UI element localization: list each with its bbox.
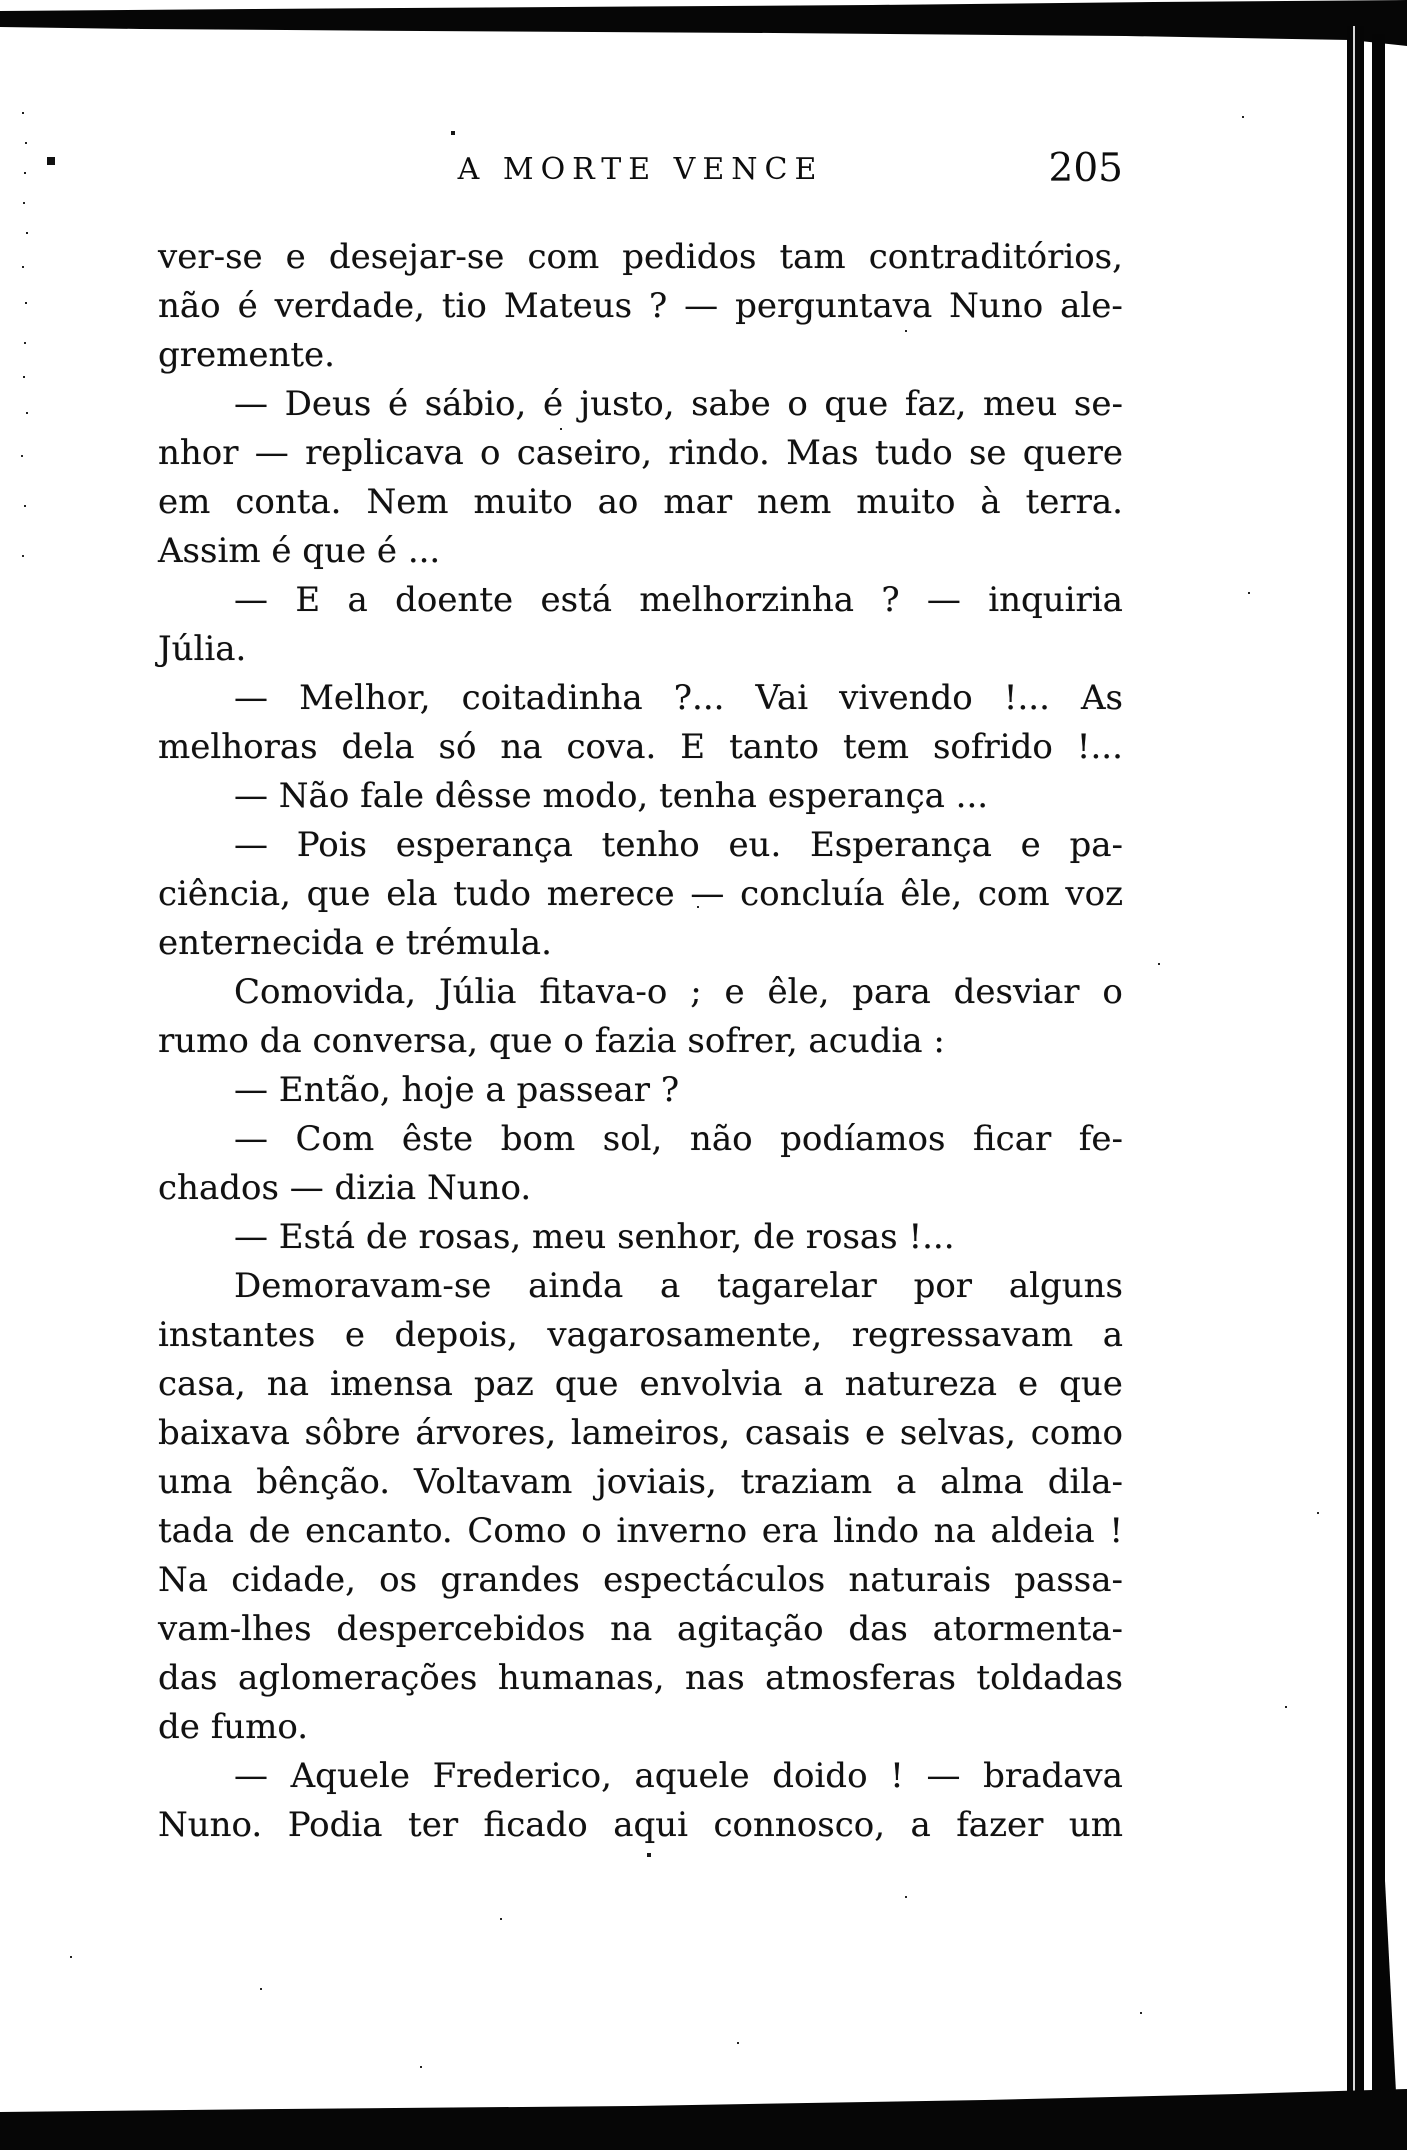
word: joviais, [596, 1462, 717, 1502]
word: casais [744, 1413, 851, 1453]
word: nas [685, 1658, 745, 1698]
word: despercebidos [336, 1609, 586, 1649]
word: atmosferas [765, 1658, 956, 1698]
word: se [968, 433, 1007, 473]
word: era [761, 1511, 819, 1551]
text-line: — Então, hoje a passear ? [234, 1070, 680, 1110]
word: a [1102, 1315, 1123, 1355]
word: coitadinha [461, 678, 643, 718]
word: vivendo [839, 678, 973, 718]
text-line [158, 870, 1123, 919]
word: das [848, 1609, 908, 1649]
word: As [1080, 678, 1123, 718]
word: a [347, 580, 368, 620]
word: Voltavam [413, 1462, 573, 1502]
text-line [158, 821, 1123, 870]
text-line [158, 1507, 1123, 1556]
word: doente [395, 580, 514, 620]
word: ?... [673, 678, 725, 718]
text-line [158, 1458, 1123, 1507]
word: melhoras [158, 727, 318, 767]
text-line: de fumo. [158, 1707, 309, 1747]
word: nem [757, 482, 832, 522]
text-line [158, 1262, 1123, 1311]
word: pedidos [622, 237, 757, 277]
word: de [248, 1511, 291, 1551]
word: ? [881, 580, 900, 620]
word: a [910, 1805, 931, 1845]
text-line [158, 1311, 1123, 1360]
word: cova. [566, 727, 657, 767]
word: concluía [740, 874, 885, 914]
word: verdade, [274, 286, 425, 326]
word: regressavam [851, 1315, 1074, 1355]
word: pa- [1069, 825, 1123, 865]
word: das [158, 1658, 218, 1698]
word: !... [1003, 678, 1050, 718]
word: sofrido [932, 727, 1053, 767]
word: !... [1076, 727, 1123, 767]
word: nhor [158, 433, 239, 473]
text-line: gremente. [158, 335, 335, 375]
word: podíamos [780, 1119, 946, 1159]
word: Podia [287, 1805, 383, 1845]
word: que [1059, 1364, 1123, 1404]
text-line [158, 1752, 1123, 1801]
word: para [852, 972, 931, 1012]
word: ; [690, 972, 702, 1012]
word: voz [1065, 874, 1123, 914]
word: naturais [848, 1560, 992, 1600]
word: bênção. [256, 1462, 391, 1502]
word: o [787, 384, 808, 424]
word: imensa [329, 1364, 453, 1404]
word: se- [1073, 384, 1123, 424]
word: vam-lhes [158, 1609, 312, 1649]
word: uma [158, 1462, 233, 1502]
word: aglomerações [237, 1658, 478, 1698]
word: muito [856, 482, 956, 522]
text-line [158, 968, 1123, 1017]
text-line [158, 429, 1123, 478]
word: ter [408, 1805, 459, 1845]
word: que [824, 384, 889, 424]
word: passa- [1014, 1560, 1123, 1600]
word: meu [983, 384, 1058, 424]
page-number: 205 [1048, 146, 1123, 191]
word: — [234, 1756, 268, 1796]
text-line: — Não fale dêsse modo, tenha esperança ... [234, 776, 989, 816]
word: ver-se [158, 237, 263, 277]
text-line [158, 723, 1123, 772]
page-header [158, 146, 1123, 196]
word: doido [772, 1756, 868, 1796]
scan-edge-top [0, 0, 1407, 48]
word: perguntava [735, 286, 933, 326]
word: como [1030, 1413, 1123, 1453]
word: na [500, 727, 543, 767]
word: e [724, 972, 745, 1012]
word: espectáculos [603, 1560, 826, 1600]
word: cidade, [231, 1560, 356, 1600]
word: dela [341, 727, 415, 767]
word: sol, [602, 1119, 663, 1159]
word: faz, [904, 384, 967, 424]
text-line [158, 1360, 1123, 1409]
word: tada [158, 1511, 234, 1551]
word: humanas, [497, 1658, 665, 1698]
word: que [306, 874, 371, 914]
word: encanto. [305, 1511, 453, 1551]
word: alguns [1008, 1266, 1123, 1306]
scan-edge-right-inner [1347, 26, 1364, 2150]
word: tudo [874, 433, 953, 473]
word: Pois [296, 825, 368, 865]
word: desejar-se [328, 237, 505, 277]
text-line [158, 380, 1123, 429]
word: tagarelar [717, 1266, 877, 1306]
word: depois, [394, 1315, 518, 1355]
word: ale- [1060, 286, 1123, 326]
word: com [527, 237, 600, 277]
word: Nuno [949, 286, 1044, 326]
word: grandes [440, 1560, 580, 1600]
text-line: enternecida e trémula. [158, 923, 552, 963]
word: paz [473, 1364, 534, 1404]
scan-edge-right-outer [1372, 34, 1385, 2150]
word: e [1020, 825, 1041, 865]
text-line: rumo da conversa, que o fazia sofrer, acudia : [158, 1021, 945, 1061]
word: na [266, 1364, 309, 1404]
word: está [540, 580, 612, 620]
word: árvores, [415, 1413, 557, 1453]
word: é [237, 286, 258, 326]
text-line [158, 674, 1123, 723]
text-line: Júlia. [158, 629, 247, 669]
word: ao [597, 482, 639, 522]
word: melhorzinha [639, 580, 855, 620]
word: Na [158, 1560, 209, 1600]
word: na [610, 1609, 653, 1649]
word: — [234, 1119, 268, 1159]
scan-noise-specks [0, 0, 2, 2]
word: fitava-o [539, 972, 668, 1012]
word: esperança [395, 825, 573, 865]
word: aldeia [990, 1511, 1095, 1551]
word: bradava [983, 1756, 1123, 1796]
word: aquele [634, 1756, 750, 1796]
word: sabe [691, 384, 771, 424]
word: um [1068, 1805, 1123, 1845]
word: ! [890, 1756, 904, 1796]
word: Vai [755, 678, 809, 718]
word: terra. [1025, 482, 1123, 522]
word: dila- [1047, 1462, 1123, 1502]
word: ? [649, 286, 668, 326]
text-line: Assim é que é ... [158, 531, 441, 571]
text-line [158, 1409, 1123, 1458]
word: êste [401, 1119, 474, 1159]
text-line [158, 576, 1123, 625]
word: selvas, [899, 1413, 1016, 1453]
text-line [158, 1605, 1123, 1654]
text-line: — Está de rosas, meu senhor, de rosas !... [234, 1217, 955, 1257]
word: mar [663, 482, 733, 522]
word: que [554, 1364, 619, 1404]
word: o [581, 1511, 602, 1551]
word: tenho [601, 825, 700, 865]
scan-edge-bottom [0, 2078, 1407, 2150]
word: o [1102, 972, 1123, 1012]
word: bom [500, 1119, 576, 1159]
word: desviar [953, 972, 1080, 1012]
word: Frederico, [432, 1756, 612, 1796]
word: Júlia [438, 972, 517, 1012]
word: quere [1022, 433, 1123, 473]
word: sôbre [304, 1413, 401, 1453]
word: Com [295, 1119, 375, 1159]
word: inverno [616, 1511, 748, 1551]
word: ficado [483, 1805, 588, 1845]
word: replicava [305, 433, 464, 473]
word: sábio, [424, 384, 527, 424]
word: êle, [767, 972, 830, 1012]
word: agitação [677, 1609, 824, 1649]
word: e [864, 1413, 886, 1453]
word: e [285, 237, 306, 277]
word: — [234, 678, 268, 718]
word: E [680, 727, 706, 767]
word: a [660, 1266, 681, 1306]
word: ficar [972, 1119, 1052, 1159]
text-line: chados — dizia Nuno. [158, 1168, 532, 1208]
word: é [387, 384, 409, 424]
word: em [158, 482, 211, 522]
word: inquiria [988, 580, 1123, 620]
running-title: A MORTE VENCE [457, 152, 824, 187]
text-line [158, 1801, 1123, 1850]
word: tanto [729, 727, 820, 767]
text-line [158, 282, 1123, 331]
word: atormenta- [932, 1609, 1123, 1649]
word: — [234, 825, 268, 865]
word: connosco, [713, 1805, 886, 1845]
word: alma [940, 1462, 1024, 1502]
word: merece [546, 874, 675, 914]
word: só [438, 727, 477, 767]
word: tem [842, 727, 910, 767]
word: o [480, 433, 501, 473]
word: lindo [833, 1511, 919, 1551]
word: vagarosamente, [547, 1315, 823, 1355]
word: ciência, [158, 874, 291, 914]
word: ainda [528, 1266, 624, 1306]
text-line [158, 233, 1123, 282]
word: — [234, 384, 268, 424]
word: tio [441, 286, 487, 326]
word: muito [473, 482, 573, 522]
word: não [689, 1119, 753, 1159]
word: e [1018, 1364, 1039, 1404]
word: tam [779, 237, 846, 277]
word: Mas [786, 433, 859, 473]
word: justo, [579, 384, 675, 424]
word: — [254, 433, 289, 473]
word: é [542, 384, 564, 424]
word: instantes [158, 1315, 316, 1355]
word: lameiros, [570, 1413, 731, 1453]
word: E [295, 580, 321, 620]
word: — [234, 580, 268, 620]
word: Deus [284, 384, 372, 424]
word: baixava [158, 1413, 290, 1453]
text-line [158, 1654, 1123, 1703]
word: eu. [728, 825, 782, 865]
word: — [690, 874, 725, 914]
body-text [158, 233, 1123, 1850]
word: Melhor, [299, 678, 431, 718]
word: Nuno. [158, 1805, 263, 1845]
word: tudo [453, 874, 531, 914]
word: rindo. [668, 433, 770, 473]
word: com [977, 874, 1050, 914]
word: êle, [900, 874, 963, 914]
word: Como [467, 1511, 567, 1551]
word: ela [386, 874, 438, 914]
text-line [158, 478, 1123, 527]
word: casa, [158, 1364, 246, 1404]
word: — [926, 1756, 961, 1796]
text-line [158, 1556, 1123, 1605]
word: Esperança [809, 825, 992, 865]
word: Comovida, [234, 972, 417, 1012]
word: fazer [956, 1805, 1044, 1845]
word: a [803, 1364, 824, 1404]
word: Mateus [503, 286, 633, 326]
word: caseiro, [516, 433, 653, 473]
text-line [158, 1115, 1123, 1164]
word: por [913, 1266, 973, 1306]
word: fe- [1078, 1119, 1123, 1159]
word: aqui [613, 1805, 689, 1845]
word: — [684, 286, 719, 326]
word: Demoravam-se [234, 1266, 492, 1306]
word: e [344, 1315, 365, 1355]
word: na [933, 1511, 976, 1551]
word: Nem [366, 482, 449, 522]
word: — [926, 580, 961, 620]
word: traziam [740, 1462, 873, 1502]
word: os [379, 1560, 418, 1600]
word: a [896, 1462, 917, 1502]
word: natureza [844, 1364, 998, 1404]
word: envolvia [639, 1364, 783, 1404]
word: Aquele [290, 1756, 410, 1796]
word: conta. [235, 482, 342, 522]
word: ! [1109, 1511, 1123, 1551]
word: toldadas [976, 1658, 1123, 1698]
word: não [158, 286, 221, 326]
word: contraditórios, [868, 237, 1123, 277]
word: à [980, 482, 1001, 522]
